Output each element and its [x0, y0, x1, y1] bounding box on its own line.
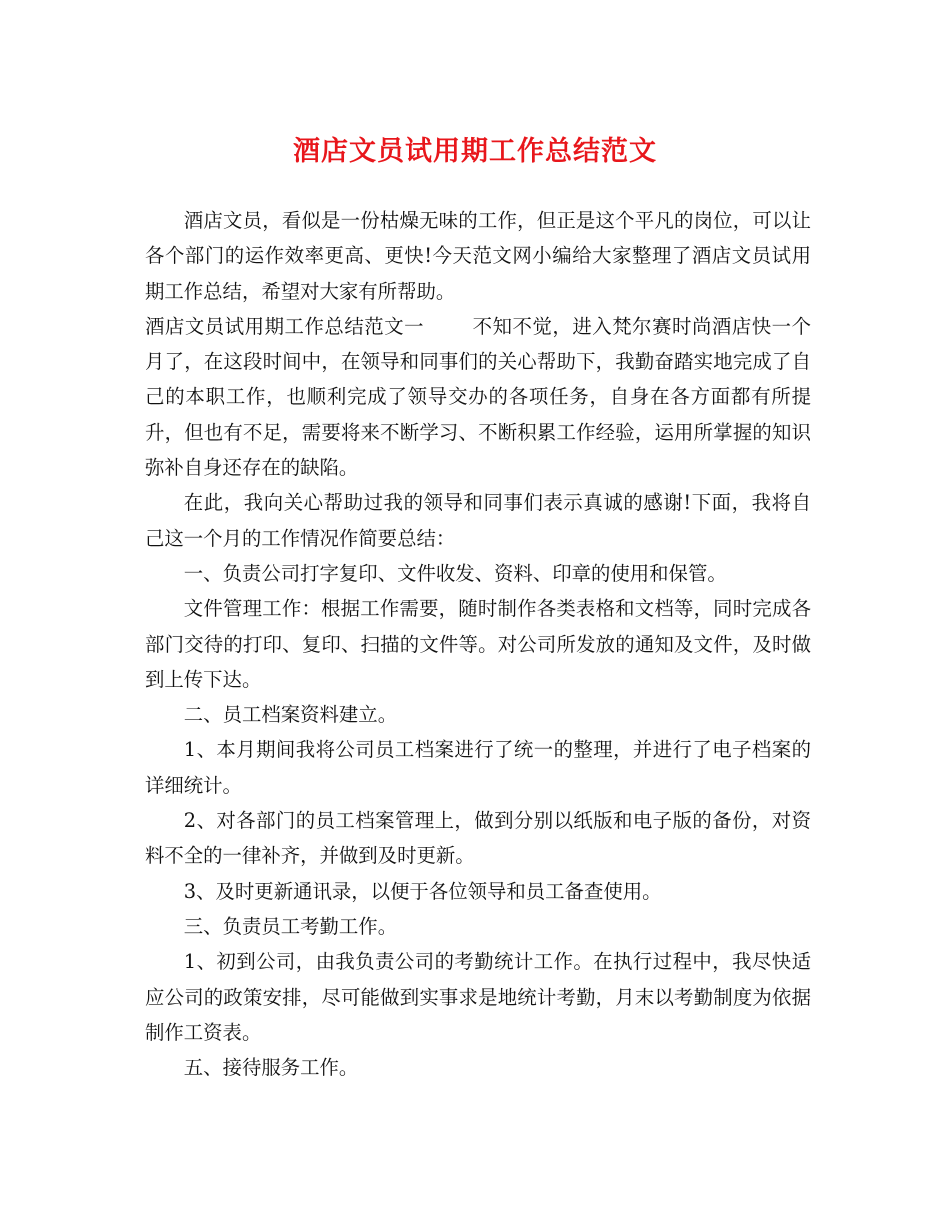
section-label: 酒店文员试用期工作总结范文一	[145, 314, 425, 338]
paragraph: 二、员工档案资料建立。	[183, 703, 398, 727]
section-body: 不知不觉，进入梵尔赛时尚酒店快一个月了，在这段时间中，在领导和同事们的关心帮助下，我勤奋踏实地完成了自己的本职工作，也顺利完成了领导交办的各项任务，自身在各方面都有所提升，但也有不足，需要将来不断学习、不断积累工作经验，运用所掌握的知识弥补自身还存在的缺陷。	[145, 314, 812, 480]
paragraph: 五、接待服务工作。	[183, 1056, 359, 1080]
paragraph: 3、及时更新通讯录，以便于各位领导和员工备查使用。	[183, 879, 662, 903]
section-paragraph	[145, 309, 811, 485]
document-title: 酒店文员试用期工作总结范文	[293, 136, 657, 167]
document-body	[145, 203, 811, 1085]
paragraph: 1、本月期间我将公司员工档案进行了统一的整理，并进行了电子档案的详细统计。	[145, 738, 811, 797]
paragraph: 一、负责公司打字复印、文件收发、资料、印章的使用和保管。	[183, 561, 727, 585]
paragraph: 三、负责员工考勤工作。	[183, 914, 398, 938]
paragraph: 在此，我向关心帮助过我的领导和同事们表示真诚的感谢!下面，我将自己这一个月的工作情况作简要总结：	[145, 491, 811, 550]
paragraph: 2、对各部门的员工档案管理上，做到分别以纸版和电子版的备份，对资料不全的一律补齐，并做到及时更新。	[145, 809, 811, 868]
paragraph: 1、初到公司，由我负责公司的考勤统计工作。在执行过程中，我尽快适应公司的政策安排，尽可能做到实事求是地统计考勤，月末以考勤制度为依据制作工资表。	[145, 950, 811, 1044]
intro-paragraph: 酒店文员，看似是一份枯燥无味的工作，但正是这个平凡的岗位，可以让各个部门的运作效率更高、更快!今天范文网小编给大家整理了酒店文员试用期工作总结，希望对大家有所帮助。	[145, 209, 811, 303]
paragraph: 文件管理工作：根据工作需要，随时制作各类表格和文档等，同时完成各部门交待的打印、复印、扫描的文件等。对公司所发放的通知及文件，及时做到上传下达。	[145, 597, 811, 691]
